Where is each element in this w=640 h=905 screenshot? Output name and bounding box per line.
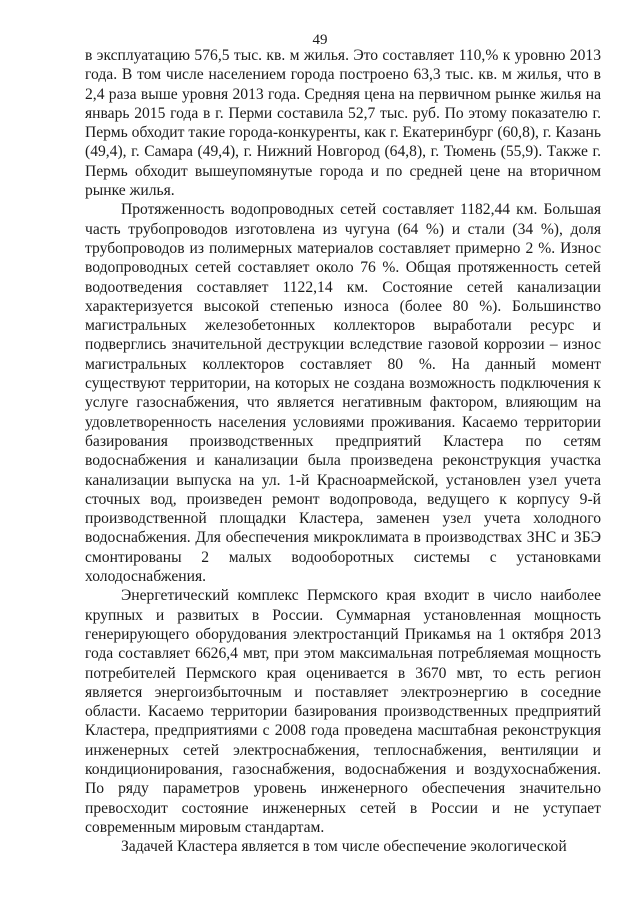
page-number: 49 (312, 32, 328, 48)
document-body (85, 46, 601, 856)
paragraph-cluster-task: Задачей Кластера является в том числе обеспечение экологической (121, 838, 567, 856)
paragraph-energy-complex: Энергетический комплекс Пермского края входит в число наиболее крупных и развитых в России. Суммарная установленная мощность генерирующего оборудования электростанций Прикамья на 1 октября 2013 года составляет 6626,4 мвт, при этом максимальная потребляемая мощность потребителей Пермского края оценивается в 3670 мвт, то есть регион является энергоизбыточным и поставляет электроэнергию в соседние области. Касаемо территории базирования производственных предприятий Кластера, предприятиями с 2008 года проведена масштабная реконструкция инженерных сетей электроснабжения, теплоснабжения, вентиляции и кондиционирования, газоснабжения, водоснабжения и воздухоснабжения. По ряду параметров уровень инженерного обеспечения значительно превосходит состояние инженерных сетей в России и не уступает современным мировым стандартам. (85, 587, 601, 836)
paragraph-water-networks: Протяженность водопроводных сетей составляет 1182,44 км. Большая часть трубопроводов изготовлена из чугуна (64 %) и стали (34 %), доля трубопроводов из полимерных материалов составляет примерно 2 %. Износ водопроводных сетей составляет около 76 %. Общая протяженность сетей водоотведения составляет 1122,14 км. Состояние сетей канализации характеризуется высокой степенью износа (более 80 %). Большинство магистральных железобетонных коллекторов выработали ресурс и подверглись значительной деструкции вследствие газовой коррозии – износ магистральных коллекторов составляет 80 %. На данный момент существуют территории, на которых не создана возможность подключения к услуге газоснабжения, что является негативным фактором, влияющим на удовлетворенность населения условиями проживания. Касаемо территории базирования производственных предприятий Кластера по сетям водоснабжения и канализации была произведена реконструкция участка канализации выпуска на ул. 1-й Красноармейской, установлен узел учета сточных вод, произведен ремонт водопровода, ведущего к корпусу 9-й производственной площадки Кластера, заменен узел учета холодного водоснабжения. Для обеспечения микроклимата в производствах ЗНС и ЗБЭ смонтированы 2 малых водооборотных системы с установками холодоснабжения. (85, 201, 601, 586)
paragraph-housing-market: в эксплуатацию 576,5 тыс. кв. м жилья. Это составляет 110,% к уровню 2013 года. В том числе населением города построено 63,3 тыс. кв. м жилья, что в 2,4 раза выше уровня 2013 года. Средняя цена на первичном рынке жилья на январь 2015 года в г. Перми составила 52,7 тыс. руб. По этому показателю г. Пермь обходит такие города-конкуренты, как г. Екатеринбург (60,8), г. Казань (49,4), г. Самара (49,4), г. Нижний Новгород (64,8), г. Тюмень (55,9). Также г. Пермь обходит вышеупомянутые города и по средней цене на вторичном рынке жилья. (85, 47, 601, 200)
